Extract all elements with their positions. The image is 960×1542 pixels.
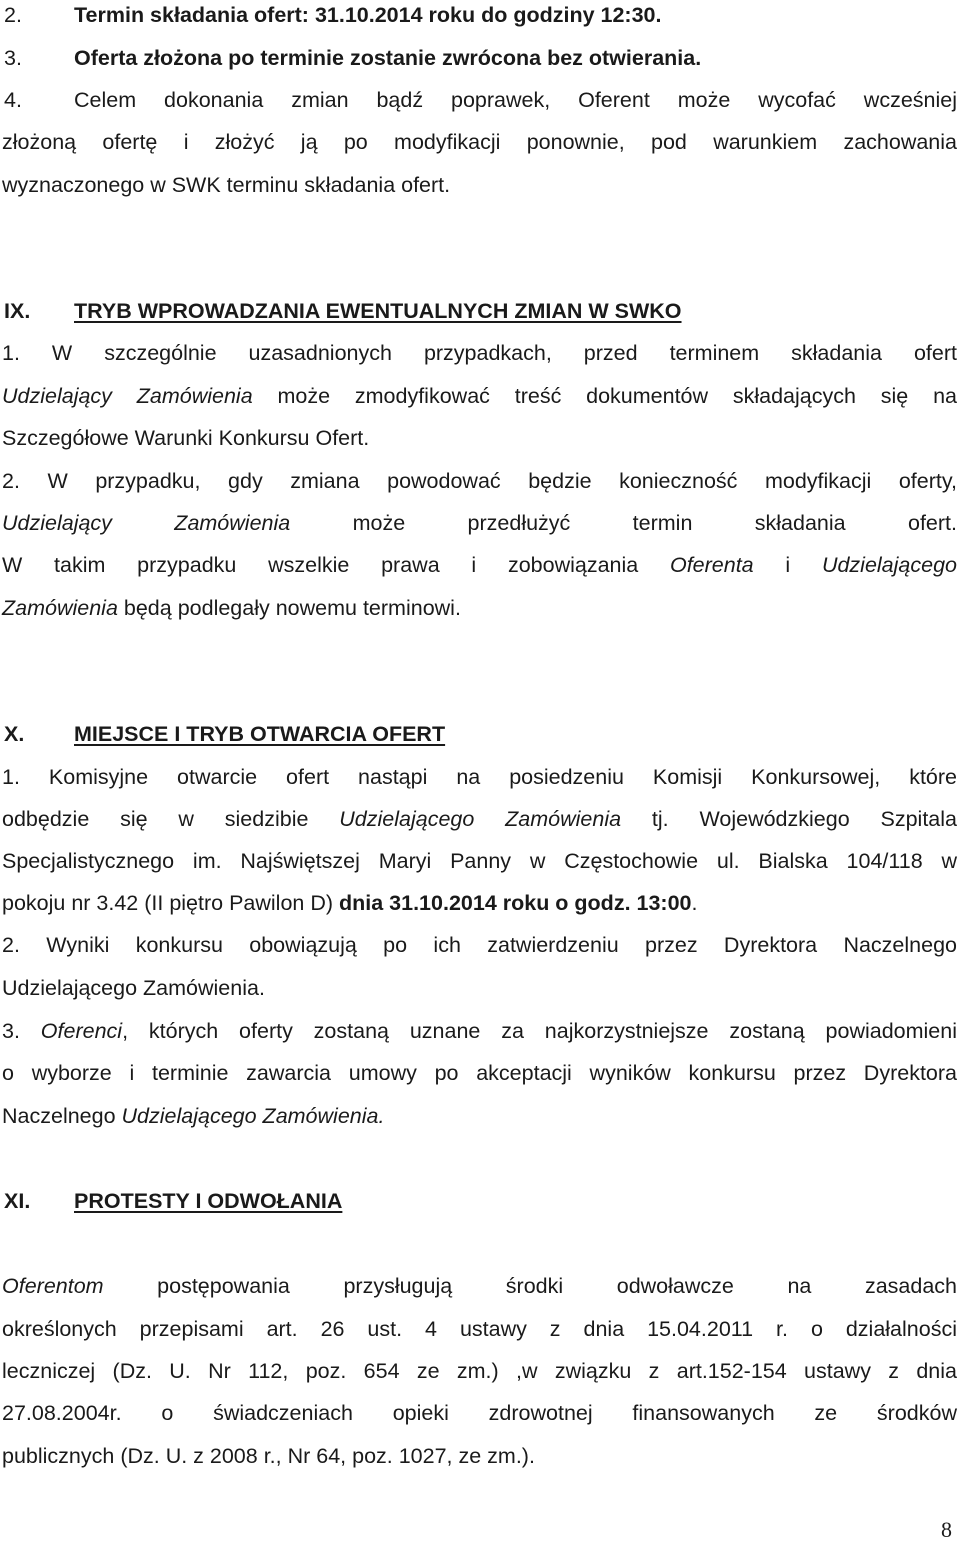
list-item-text-cont: wyznaczonego w SWK terminu składania ofert. (2, 173, 451, 197)
paragraph-line (2, 595, 957, 621)
italic-term: Udzielającego (821, 553, 957, 577)
section-number: XI. (4, 1189, 31, 1213)
paragraph-line: o wyborze i terminie zawarcia umowy po akceptacji wyników konkursu przez Dyrektora (2, 1061, 957, 1085)
paragraph-line: Specjalistycznego im. Najświętszej Maryi Panny w Częstochowie ul. Bialska 104/118 w (2, 849, 957, 873)
italic-term: Udzielającego Zamówienia. (121, 1104, 385, 1128)
italic-term: Udzielającego Zamówienia (339, 807, 622, 831)
list-number: 4. (4, 88, 22, 112)
italic-term: Zamówienia (2, 596, 118, 620)
paragraph-line (2, 890, 957, 916)
text-run: może przedłużyć termin składania ofert. (290, 511, 957, 535)
italic-term: Oferentom (2, 1274, 104, 1298)
bold-date: dnia 31.10.2014 roku o godz. 13:00 (339, 891, 692, 915)
section-number: X. (4, 722, 25, 746)
paragraph-line (2, 1103, 957, 1129)
text-run: tj. Wojewódzkiego Szpitala (621, 807, 957, 831)
paragraph-line: 2. Wyniki konkursu obowiązują po ich zatwierdzeniu przez Dyrektora Naczelnego (2, 933, 957, 957)
text-run: może zmodyfikować treść dokumentów składających się na (252, 384, 957, 408)
paragraph-line (2, 1273, 957, 1299)
paragraph-line (2, 1018, 957, 1044)
section-title: TRYB WPROWADZANIA EWENTUALNYCH ZMIAN W SWKO (74, 299, 682, 323)
text-run: , których oferty zostaną uznane za najkorzystniejsze zostaną powiadomieni (122, 1019, 957, 1043)
text-run: W takim przypadku wszelkie prawa i zobowiązania (2, 553, 670, 577)
section-number: IX. (4, 299, 31, 323)
italic-term: Oferenta (669, 553, 754, 577)
paragraph-line (2, 510, 957, 536)
list-item-text: Termin składania ofert: 31.10.2014 roku do godziny 12:30. (74, 3, 662, 27)
paragraph-line: 1. Komisyjne otwarcie ofert nastąpi na posiedzeniu Komisji Konkursowej, które (2, 765, 957, 789)
paragraph-line: publicznych (Dz. U. z 2008 r., Nr 64, poz. 1027, ze zm.). (2, 1444, 535, 1468)
paragraph-line: Szczegółowe Warunki Konkursu Ofert. (2, 426, 370, 450)
page-number: 8 (941, 1517, 952, 1542)
text-run: będą podlegały nowemu terminowi. (117, 596, 461, 620)
paragraph-line (2, 383, 957, 409)
paragraph-line: 1. W szczególnie uzasadnionych przypadkach, przed terminem składania ofert (2, 341, 957, 365)
italic-term: Oferenci (40, 1019, 123, 1043)
section-title: PROTESTY I ODWOŁANIA (74, 1189, 343, 1213)
section-title: MIEJSCE I TRYB OTWARCIA OFERT (74, 722, 446, 746)
list-item-text-cont: złożoną ofertę i złożyć ją po modyfikacji ponownie, pod warunkiem zachowania (2, 130, 957, 154)
paragraph-line: leczniczej (Dz. U. Nr 112, poz. 654 ze zm.) ,w związku z art.152-154 ustawy z dnia (2, 1359, 957, 1383)
paragraph-line: określonych przepisami art. 26 ust. 4 ustawy z dnia 15.04.2011 r. o działalności (2, 1317, 957, 1341)
list-item-text: Celem dokonania zmian bądź poprawek, Oferent może wycofać wcześniej (74, 88, 957, 112)
list-item-text: Oferta złożona po terminie zostanie zwrócona bez otwierania. (74, 46, 702, 70)
list-number: 3. (4, 46, 22, 70)
text-run: pokoju nr 3.42 (II piętro Pawilon D) (2, 891, 339, 915)
text-run: i (753, 553, 822, 577)
text-run: odbędzie się w siedzibie (2, 807, 340, 831)
italic-term: Udzielający Zamówienia (2, 511, 291, 535)
paragraph-line (2, 806, 957, 832)
italic-term: Udzielający Zamówienia (2, 384, 253, 408)
text-run: postępowania przysługują środki odwoławcze na zasadach (103, 1274, 957, 1298)
paragraph-line: 27.08.2004r. o świadczeniach opieki zdrowotnej finansowanych ze środków (2, 1401, 957, 1425)
list-number: 2. (4, 3, 22, 27)
paragraph-line: Udzielającego Zamówienia. (2, 976, 265, 1000)
text-run: . (691, 891, 698, 915)
text-run: Naczelnego (2, 1104, 122, 1128)
paragraph-line (2, 552, 957, 578)
paragraph-line: 2. W przypadku, gdy zmiana powodować będzie konieczność modyfikacji oferty, (2, 469, 957, 493)
text-run: 3. (2, 1019, 41, 1043)
